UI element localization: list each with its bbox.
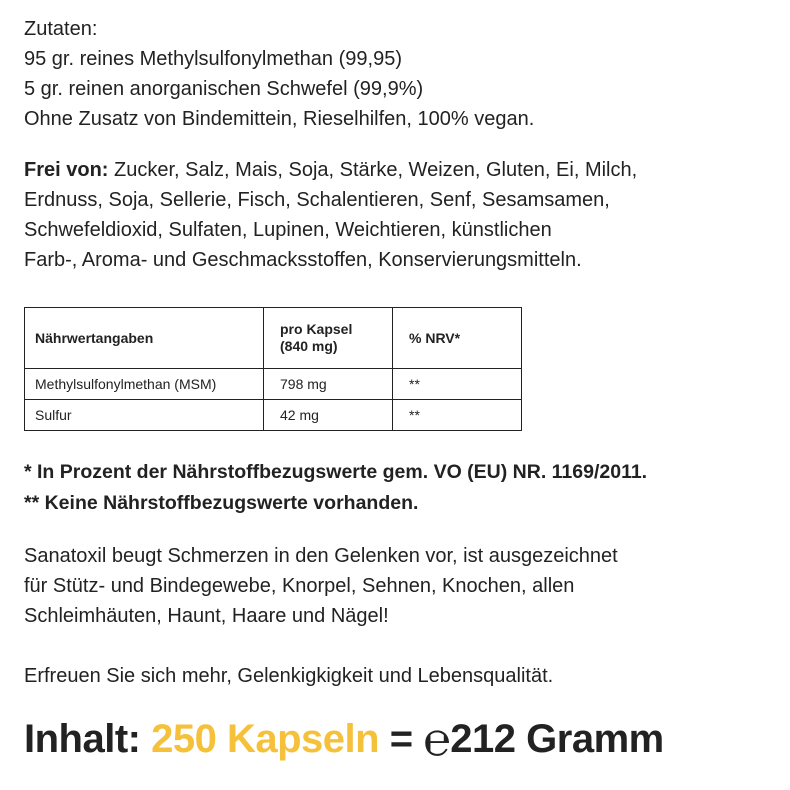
footnotes xyxy=(24,457,774,519)
header-per-capsule xyxy=(264,308,393,369)
equals-sign: = xyxy=(389,717,413,761)
free-from-line: Farb-, Aroma- und Geschmacksstoffen, Konservierungsmitteln. xyxy=(24,249,582,271)
nutrition-table xyxy=(24,307,522,431)
header-nrv: % NRV* xyxy=(393,308,522,369)
product-info-page xyxy=(24,14,774,766)
capsule-count: 250 Kapseln xyxy=(151,717,380,761)
promo-line: Sanatoxil beugt Schmerzen in den Gelenken vor, ist ausgezeichnet xyxy=(24,545,618,567)
estimated-sign-icon: ℮ xyxy=(423,712,451,766)
ingredients-block xyxy=(24,14,774,134)
free-from-line: Erdnuss, Soja, Sellerie, Fisch, Schalentieren, Senf, Sesamsamen, xyxy=(24,189,610,211)
table-cell-name: Methylsulfonylmethan (MSM) xyxy=(25,369,264,400)
promo-line: Schleimhäuten, Haunt, Haare und Nägel! xyxy=(24,605,389,627)
promo-claim: Erfreuen Sie sich mehr, Gelenkigkigkeit und Lebensqualität. xyxy=(24,665,554,687)
table-row xyxy=(25,400,522,431)
table-cell-amount: 798 mg xyxy=(264,369,393,400)
header-nutrition: Nährwertangaben xyxy=(25,308,264,369)
table-cell-name: Sulfur xyxy=(25,400,264,431)
ingredient-line: 95 gr. reines Methylsulfonylmethan (99,95) xyxy=(24,48,402,70)
promo-line: für Stütz- und Bindegewebe, Knorpel, Sehnen, Knochen, allen xyxy=(24,575,575,597)
table-header-row xyxy=(25,308,522,369)
free-from-label: Frei von: xyxy=(24,159,109,181)
content-amount xyxy=(24,712,774,766)
footnote-no-nrv: ** Keine Nährstoffbezugswerte vorhanden. xyxy=(24,492,419,514)
ingredient-line: Ohne Zusatz von Bindemittein, Rieselhilfen, 100% vegan. xyxy=(24,108,535,130)
ingredients-heading: Zutaten: xyxy=(24,18,98,40)
table-row xyxy=(25,369,522,400)
free-from-text: Zucker, Salz, Mais, Soja, Stärke, Weizen, Gluten, Ei, Milch, xyxy=(108,159,638,181)
header-per-capsule-line1: pro Kapsel xyxy=(280,321,353,337)
ingredient-line: 5 gr. reinen anorganischen Schwefel (99,9%) xyxy=(24,78,424,100)
footnote-nrv: * In Prozent der Nährstoffbezugswerte gem. VO (EU) NR. 1169/2011. xyxy=(24,461,648,483)
free-from-line xyxy=(24,155,774,185)
free-from-block xyxy=(24,155,774,275)
header-per-capsule-line2: (840 mg) xyxy=(280,338,338,354)
table-cell-nrv: ** xyxy=(393,400,522,431)
content-weight: 212 Gramm xyxy=(450,717,664,761)
promo-block xyxy=(24,541,774,631)
free-from-line: Schwefeldioxid, Sulfaten, Lupinen, Weichtieren, künstlichen xyxy=(24,219,552,241)
content-label: Inhalt: xyxy=(24,717,141,761)
table-cell-amount: 42 mg xyxy=(264,400,393,431)
table-cell-nrv: ** xyxy=(393,369,522,400)
